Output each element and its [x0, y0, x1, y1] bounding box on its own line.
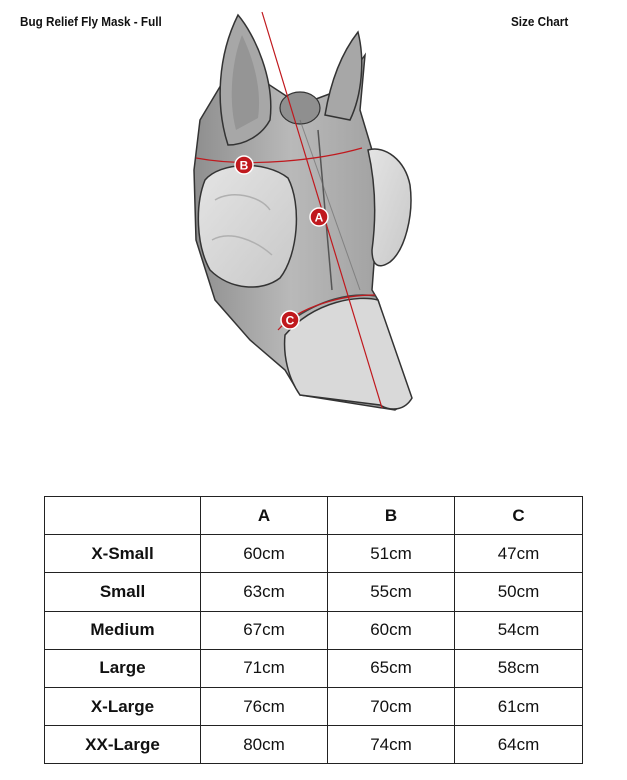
- header-cell-b: B: [328, 497, 455, 535]
- svg-text:A: A: [314, 210, 324, 225]
- value-b: 70cm: [328, 687, 455, 725]
- page-title: Bug Relief Fly Mask - Full: [20, 14, 162, 29]
- value-a: 60cm: [201, 535, 328, 573]
- value-c: 50cm: [455, 573, 583, 611]
- marker-c: [281, 311, 299, 329]
- value-b: 55cm: [328, 573, 455, 611]
- size-table: [44, 496, 583, 764]
- table-row: [45, 649, 583, 687]
- table-header-row: [45, 497, 583, 535]
- size-name: X-Large: [45, 687, 201, 725]
- size-name: X-Small: [45, 535, 201, 573]
- forelock-patch: [280, 92, 320, 124]
- table-row: [45, 573, 583, 611]
- right-eye-mesh: [368, 149, 411, 266]
- value-c: 61cm: [455, 687, 583, 725]
- value-c: 58cm: [455, 649, 583, 687]
- marker-a: [310, 208, 328, 226]
- header-cell-c: C: [455, 497, 583, 535]
- value-c: 64cm: [455, 726, 583, 764]
- value-a: 80cm: [201, 726, 328, 764]
- size-chart-label: Size Chart: [511, 14, 569, 29]
- svg-text:B: B: [239, 158, 249, 173]
- value-a: 67cm: [201, 611, 328, 649]
- marker-b: [235, 156, 253, 174]
- size-name: XX-Large: [45, 726, 201, 764]
- value-b: 60cm: [328, 611, 455, 649]
- size-name: Large: [45, 649, 201, 687]
- size-name: Small: [45, 573, 201, 611]
- value-a: 63cm: [201, 573, 328, 611]
- table-row: [45, 535, 583, 573]
- table-row: [45, 687, 583, 725]
- fly-mask-illustration: [150, 0, 480, 430]
- svg-text:C: C: [285, 313, 295, 328]
- size-name: Medium: [45, 611, 201, 649]
- value-a: 76cm: [201, 687, 328, 725]
- table-row: [45, 611, 583, 649]
- value-c: 47cm: [455, 535, 583, 573]
- left-eye-mesh: [198, 165, 296, 287]
- header-cell-size: [45, 497, 201, 535]
- value-b: 74cm: [328, 726, 455, 764]
- header-cell-a: A: [201, 497, 328, 535]
- value-b: 65cm: [328, 649, 455, 687]
- value-c: 54cm: [455, 611, 583, 649]
- table-row: [45, 726, 583, 764]
- value-b: 51cm: [328, 535, 455, 573]
- value-a: 71cm: [201, 649, 328, 687]
